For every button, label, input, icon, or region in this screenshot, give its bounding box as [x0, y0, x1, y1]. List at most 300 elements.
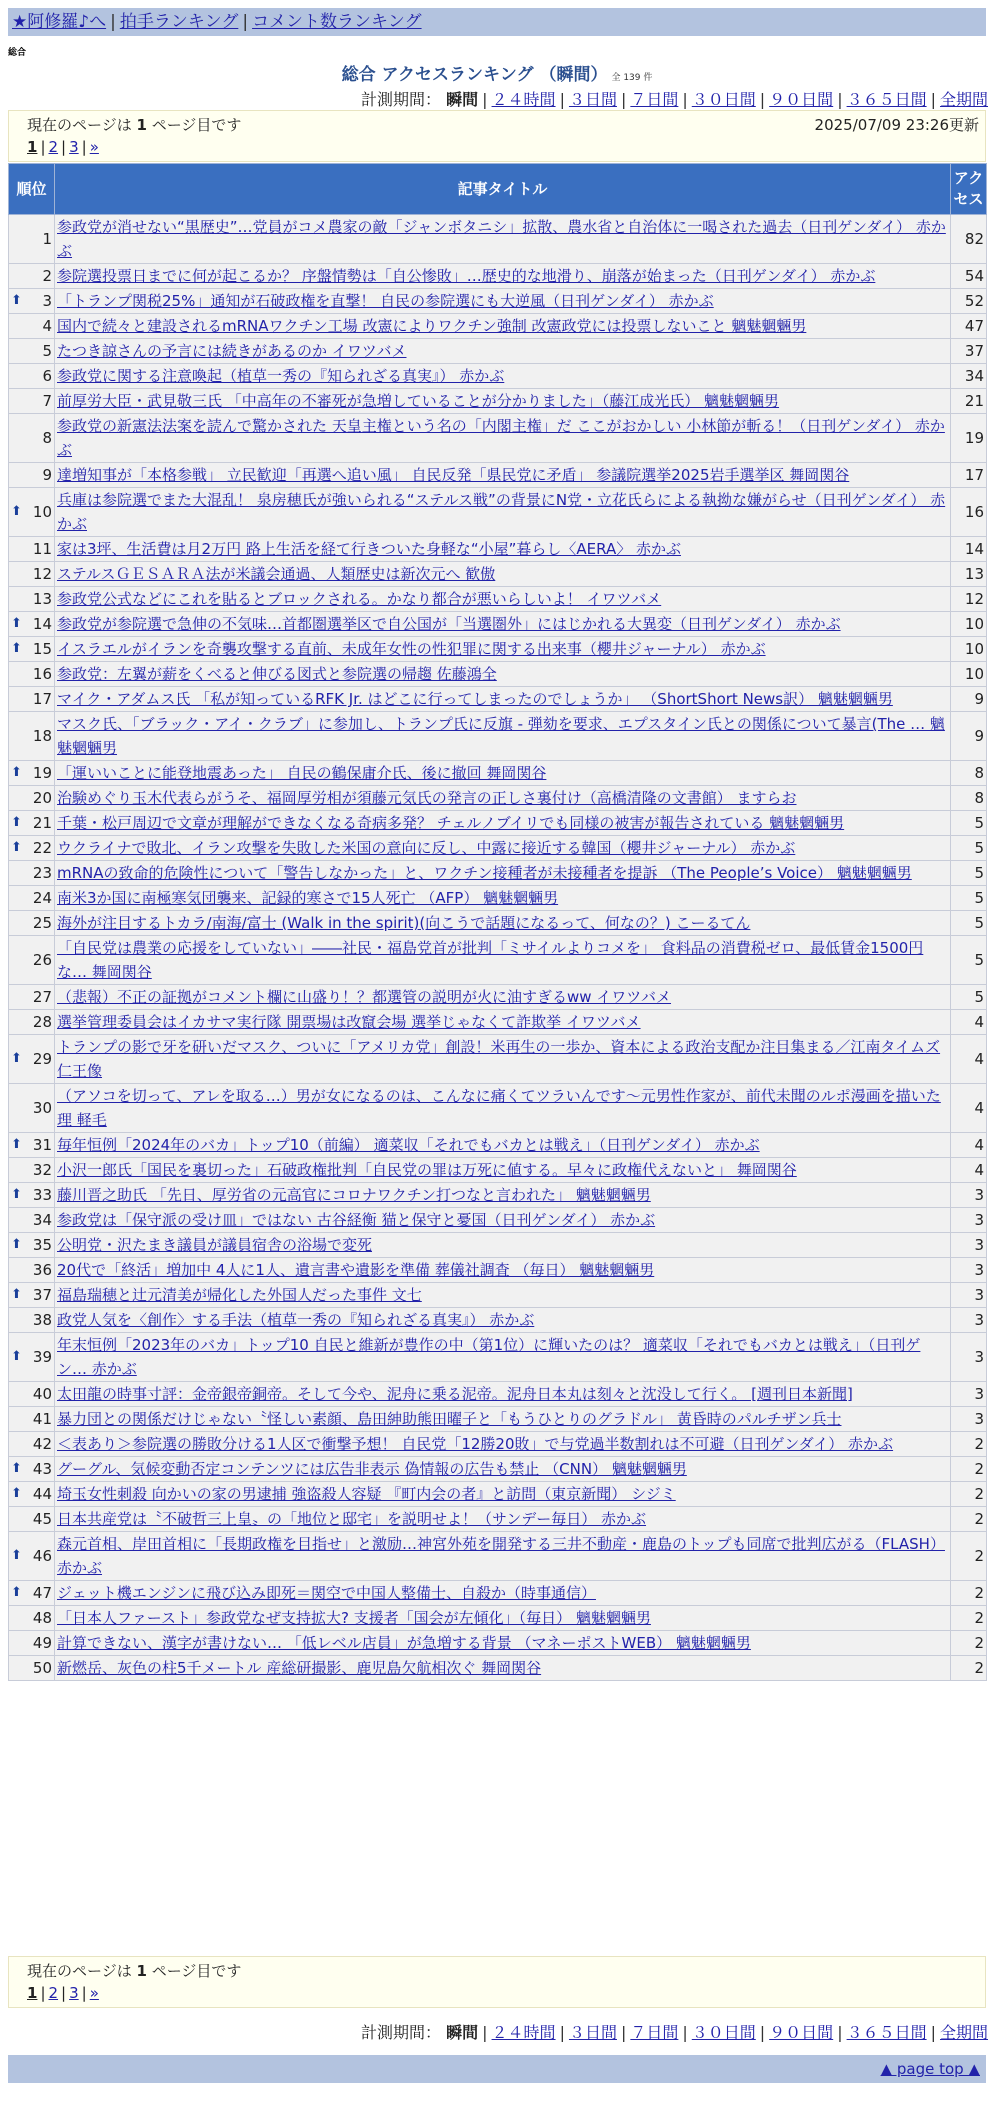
rank-cell [9, 712, 55, 761]
title-cell [55, 215, 951, 264]
rank-number: 14 [32, 615, 52, 633]
table-row [9, 215, 987, 264]
period-current: 瞬間 [446, 90, 479, 109]
title-cell [55, 1133, 951, 1158]
access-count: 3 [951, 1208, 987, 1233]
rank-cell [9, 786, 55, 811]
access-count: 2 [951, 1482, 987, 1507]
article-title-link[interactable]: 年末恒例「2023年のバカ」トップ10 自民と維新が豊作の中（第1位）に輝いたのは？ 適菜収「それでもバカとは戦え」（日刊ゲン… 赤かぶ [57, 1336, 921, 1378]
pagination-box-top [8, 110, 986, 162]
access-count: 13 [951, 562, 987, 587]
access-count: 4 [951, 1084, 987, 1133]
article-title-link[interactable]: 太田龍の時事寸評：金帝銀帝銅帝。そして今や、泥舟に乗る泥帝。泥舟日本丸は刻々と沈没して行く。 [週刊日本新聞] [57, 1385, 853, 1403]
rank-cell [9, 1581, 55, 1606]
title-cell [55, 1333, 951, 1382]
access-count: 19 [951, 414, 987, 463]
article-title-link[interactable]: 小沢一郎氏「国民を裏切った」石破政権批判「自民党の罪は万死に値する。早々に政権代えないと」 舞岡関谷 [57, 1161, 797, 1179]
rank-number: 9 [42, 466, 52, 484]
article-title-link[interactable]: 前厚労大臣・武見敬三氏 「中高年の不審死が急増していることが分かりました」（藤江成光氏） 魑魅魍魎男 [57, 392, 780, 410]
rank-number: 31 [32, 1136, 52, 1154]
table-row [9, 1233, 987, 1258]
rank-number: 10 [32, 503, 52, 521]
page-separator: | [61, 1984, 67, 2002]
title-cell [55, 1258, 951, 1283]
rank-cell [9, 1283, 55, 1308]
rank-cell [9, 537, 55, 562]
article-title-link[interactable]: 参政党は「保守派の受け皿」ではない 古谷経衡 猫と保守と憂国（日刊ゲンダイ） 赤かぶ [57, 1211, 656, 1229]
rank-number: 23 [32, 864, 52, 882]
access-count: 3 [951, 1233, 987, 1258]
rank-number: 29 [32, 1050, 52, 1068]
access-count: 10 [951, 637, 987, 662]
current-page-suffix: ページ目です [146, 116, 242, 134]
period-7d-link[interactable]: ７日間 [630, 2023, 679, 2042]
title-cell [55, 1606, 951, 1631]
rank-cell [9, 488, 55, 537]
title-cell [55, 761, 951, 786]
rank-up-arrow-icon: ⬆ [11, 293, 22, 308]
article-title-link[interactable]: ジェット機エンジンに飛び込み即死＝関空で中国人整備士、自殺か（時事通信） [57, 1584, 596, 1602]
rank-cell [9, 1183, 55, 1208]
rank-number: 7 [42, 392, 52, 410]
rank-number: 50 [32, 1659, 52, 1677]
page-title-block [0, 60, 994, 85]
top-nav-bar [8, 8, 986, 36]
title-cell [55, 1084, 951, 1133]
table-row [9, 712, 987, 761]
title-cell [55, 264, 951, 289]
access-count: 37 [951, 339, 987, 364]
page-2-link[interactable]: 2 [48, 138, 59, 156]
current-page-number: 1 [136, 1962, 147, 1980]
page-separator: | [40, 138, 46, 156]
table-row [9, 389, 987, 414]
rank-number: 12 [32, 565, 52, 583]
rank-number: 11 [32, 540, 52, 558]
article-title-link[interactable]: 福島瑞穂と辻元清美が帰化した外国人だった事件 文七 [57, 1286, 422, 1304]
title-cell [55, 911, 951, 936]
article-title-link[interactable]: 参政党公式などにこれを貼るとブロックされる。かなり都合が悪いらしいよ！ イワツバメ [57, 590, 662, 608]
rank-number: 24 [32, 889, 52, 907]
rank-cell [9, 637, 55, 662]
period-all-link[interactable]: 全期間 [939, 90, 988, 109]
page-1-current: 1 [27, 1984, 38, 2002]
article-title-link[interactable]: 参政党の新憲法法案を読んで驚かされた 天皇主権という名の「内閣主権」だ ここがおかしい 小林節が斬る！（日刊ゲンダイ） 赤かぶ [57, 417, 945, 459]
table-row [9, 1133, 987, 1158]
rank-number: 27 [32, 988, 52, 1006]
rank-number: 32 [32, 1161, 52, 1179]
table-row [9, 1581, 987, 1606]
access-count: 9 [951, 712, 987, 761]
article-title-link[interactable]: 国内で続々と建設されるmRNAワクチン工場 改憲によりワクチン強制 改憲政党には投票しないこと 魑魅魍魎男 [57, 317, 807, 335]
rank-number: 6 [42, 367, 52, 385]
article-title-link[interactable]: mRNAの致命的危険性について「警告しなかった」と、ワクチン接種者が未接種者を提訴 （The People’s Voice） 魑魅魍魎男 [57, 864, 912, 882]
period-current: 瞬間 [446, 2023, 479, 2042]
access-count: 82 [951, 215, 987, 264]
access-count: 5 [951, 911, 987, 936]
period-30d-link[interactable]: ３０日間 [691, 2023, 756, 2042]
rank-number: 43 [32, 1460, 52, 1478]
table-row [9, 587, 987, 612]
title-cell [55, 587, 951, 612]
rank-number: 37 [32, 1286, 52, 1304]
table-row [9, 1507, 987, 1532]
current-page-prefix: 現在のページは [27, 1962, 137, 1980]
period-label: 計測期間： [361, 90, 442, 109]
title-cell [55, 861, 951, 886]
article-title-link[interactable]: ＜表あり＞参院選の勝敗分ける1人区で衝撃予想！ 自民党「12勝20敗」で与党過半数割れは不可避（日刊ゲンダイ） 赤かぶ [57, 1435, 894, 1453]
article-title-link[interactable]: （アソコを切って、アレを取る…）男が女になるのは、こんなに痛くてツラいんです～元男性作家が、前代未聞のルポ漫画を描いた理 軽毛 [57, 1087, 941, 1129]
rank-up-arrow-icon: ⬆ [11, 1187, 22, 1202]
access-count: 8 [951, 786, 987, 811]
access-count: 2 [951, 1656, 987, 1681]
period-selector-top [361, 87, 988, 110]
period-all-link[interactable]: 全期間 [939, 2023, 988, 2042]
page-separator: | [61, 138, 67, 156]
table-row [9, 488, 987, 537]
table-row [9, 761, 987, 786]
page-title: 総合 アクセスランキング （瞬間） [341, 65, 608, 85]
access-count: 52 [951, 289, 987, 314]
article-title-link[interactable]: 「自民党は農業の応援をしていない」――社民・福島党首が批判「ミサイルよりコメを」 食料品の消費税ゼロ、最低賃金1500円な… 舞岡関谷 [57, 939, 924, 981]
article-title-link[interactable]: イスラエルがイランを奇襲攻撃する直前、未成年女性の性犯罪に関する出来事（櫻井ジャーナル） 赤かぶ [57, 640, 766, 658]
page-3-link[interactable]: 3 [69, 138, 79, 156]
rank-number: 15 [32, 640, 52, 658]
rank-up-arrow-icon: ⬆ [11, 1461, 22, 1476]
rank-number: 3 [42, 292, 52, 310]
period-separator: | [682, 90, 688, 109]
access-count: 4 [951, 1158, 987, 1183]
period-30d-link[interactable]: ３０日間 [691, 90, 756, 109]
period-3d-link[interactable]: ３日間 [568, 90, 617, 109]
table-row [9, 1656, 987, 1681]
rank-number: 8 [42, 429, 52, 447]
rank-up-arrow-icon: ⬆ [11, 815, 22, 830]
access-count: 2 [951, 1507, 987, 1532]
rank-number: 46 [32, 1547, 52, 1565]
current-page-prefix: 現在のページは [27, 116, 137, 134]
rank-number: 20 [32, 789, 52, 807]
rank-number: 39 [32, 1348, 52, 1366]
period-separator: | [482, 90, 488, 109]
table-header-row [9, 164, 987, 215]
rank-up-arrow-icon: ⬆ [11, 1137, 22, 1152]
nav-asyura-home-link[interactable]: ★阿修羅♪へ [12, 12, 107, 32]
table-row [9, 414, 987, 463]
article-title-link[interactable]: 参院選投票日までに何が起こるか？ 序盤情勢は「自公惨敗」…歴史的な地滑り、崩落が始まった（日刊ゲンダイ） 赤かぶ [57, 267, 876, 285]
access-count: 5 [951, 861, 987, 886]
table-row [9, 612, 987, 637]
table-row [9, 687, 987, 712]
article-title-link[interactable]: 治験めぐり玉木代表らがうそ、福岡厚労相が須藤元気氏の発言の正しさ裏付け（高橋清隆の文書館） ますらお [57, 789, 797, 807]
rank-number: 36 [32, 1261, 52, 1279]
period-90d-link[interactable]: ９０日間 [769, 90, 834, 109]
table-row [9, 1183, 987, 1208]
ranking-table-body [9, 215, 987, 1681]
article-title-link[interactable]: 兵庫は参院選でまた大混乱！ 泉房穂氏が強いられる“ステルス戦”の背景にN党・立花氏らによる執拗な嫌がらせ（日刊ゲンダイ） 赤かぶ [57, 491, 946, 533]
rank-up-arrow-icon: ⬆ [11, 1548, 22, 1563]
article-title-link[interactable]: 参政党が消せない“黒歴史”…党員がコメ農家の敵「ジャンボタニシ」拡散、農水省と自治体に一喝された過去（日刊ゲンダイ） 赤かぶ [57, 218, 946, 260]
next-page-link[interactable]: » [89, 138, 99, 156]
rank-cell [9, 662, 55, 687]
table-row [9, 936, 987, 985]
page-1-current: 1 [27, 138, 38, 156]
rank-up-arrow-icon: ⬆ [11, 504, 22, 519]
title-cell [55, 836, 951, 861]
article-title-link[interactable]: 「トランプ関税25%」通知が石破政権を直撃！ 自民の参院選にも大逆風（日刊ゲンダイ） 赤かぶ [57, 292, 714, 310]
title-header: 記事タイトル [55, 164, 951, 215]
rank-up-arrow-icon: ⬆ [11, 1585, 22, 1600]
access-count: 2 [951, 1631, 987, 1656]
rank-number: 17 [32, 690, 52, 708]
period-365d-link[interactable]: ３６５日間 [846, 90, 927, 109]
rank-up-arrow-icon: ⬆ [11, 616, 22, 631]
article-title-link[interactable]: 参政党に関する注意喚起（植草一秀の『知られざる真実』） 赤かぶ [57, 367, 505, 385]
article-title-link[interactable]: ウクライナで敗北、イラン攻撃を失敗した米国の意向に反し、中露に接近する韓国（櫻井ジャーナル） 赤かぶ [57, 839, 796, 857]
rank-number: 2 [42, 267, 52, 285]
current-page-suffix: ページ目です [146, 1962, 242, 1980]
rank-cell [9, 612, 55, 637]
title-cell [55, 1656, 951, 1681]
period-separator: | [759, 2023, 766, 2042]
article-title-link[interactable]: 日本共産党は〝不破哲三上皇〟の「地位と邸宅」を説明せよ！（サンデー毎日） 赤かぶ [57, 1510, 647, 1528]
article-title-link[interactable]: 海外が注目するトカラ/南海/富士 (Walk in the spirit)(向こうで話題になるって、何なの？) こーるてん [57, 914, 751, 932]
rank-up-arrow-icon: ⬆ [11, 1349, 22, 1364]
title-cell [55, 389, 951, 414]
pagination-box-bottom [8, 1956, 986, 2008]
period-separator: | [620, 2023, 627, 2042]
table-row [9, 1258, 987, 1283]
title-cell [55, 1507, 951, 1532]
access-count: 14 [951, 537, 987, 562]
period-24h-link[interactable]: ２４時間 [491, 90, 556, 109]
access-header: アクセス [951, 164, 987, 215]
rank-number: 42 [32, 1435, 52, 1453]
article-title-link[interactable]: トランプの影で牙を研いだマスク、ついに「アメリカ党」創設！米再生の一歩か、資本による政治支配か注目集まる／江南タイムズ 仁王像 [57, 1038, 941, 1080]
period-separator: | [837, 90, 843, 109]
access-count: 4 [951, 1010, 987, 1035]
period-separator: | [482, 2023, 488, 2042]
table-row [9, 1457, 987, 1482]
title-cell [55, 1233, 951, 1258]
title-cell [55, 289, 951, 314]
bottom-bar [8, 2055, 986, 2083]
rank-cell [9, 861, 55, 886]
table-row [9, 985, 987, 1010]
article-title-link[interactable]: 「日本人ファースト」参政党なぜ支持拡大? 支援者「国会が左傾化」（毎日） 魑魅魍魎男 [57, 1609, 651, 1627]
current-page-text [27, 114, 241, 135]
rank-cell [9, 1308, 55, 1333]
rank-cell [9, 1382, 55, 1407]
title-cell [55, 1010, 951, 1035]
rank-number: 26 [32, 951, 52, 969]
rank-up-arrow-icon: ⬆ [11, 1051, 22, 1066]
article-title-link[interactable]: 暴力団との関係だけじゃない〝怪しい素顔、島田紳助熊田曜子と「もうひとりのグラドル」 黄昏時のパルチザン兵士 [57, 1410, 842, 1428]
title-cell [55, 985, 951, 1010]
access-count: 4 [951, 1035, 987, 1084]
rank-cell [9, 562, 55, 587]
access-count: 10 [951, 612, 987, 637]
table-row [9, 1482, 987, 1507]
nav-comment-ranking-link[interactable]: コメント数ランキング [252, 12, 422, 32]
title-cell [55, 712, 951, 761]
access-count: 17 [951, 463, 987, 488]
rank-header: 順位 [9, 164, 55, 215]
table-row [9, 1407, 987, 1432]
article-title-link[interactable]: 政党人気を〈創作〉する手法（植草一秀の『知られざる真実』） 赤かぶ [57, 1311, 535, 1329]
title-cell [55, 1432, 951, 1457]
rank-cell [9, 289, 55, 314]
period-separator: | [930, 2023, 936, 2042]
access-count: 5 [951, 985, 987, 1010]
period-separator: | [559, 2023, 565, 2042]
period-label: 計測期間： [361, 2023, 442, 2042]
article-title-link[interactable]: たつき諒さんの予言には続きがあるのか イワツバメ [57, 342, 407, 360]
article-title-link[interactable]: 計算できない、漢字が書けない… 「低レベル店員」が急増する背景 （マネーポストWEB） 魑魅魍魎男 [57, 1634, 751, 1652]
access-count: 10 [951, 662, 987, 687]
rank-cell [9, 1158, 55, 1183]
rank-cell [9, 811, 55, 836]
rank-cell [9, 339, 55, 364]
period-3d-link[interactable]: ３日間 [568, 2023, 617, 2042]
title-cell [55, 786, 951, 811]
page-3-link[interactable]: 3 [69, 1984, 79, 2002]
page-links [27, 1984, 99, 2002]
article-title-link[interactable]: 公明党・沢たまき議員が議員宿舎の浴場で変死 [57, 1236, 373, 1254]
rank-up-arrow-icon: ⬆ [11, 1237, 22, 1252]
article-title-link[interactable]: 埼玉女性刺殺 向かいの家の男逮捕 強盗殺人容疑 『町内会の者』と訪問（東京新聞） シジミ [57, 1485, 676, 1503]
access-count: 3 [951, 1283, 987, 1308]
rank-number: 47 [32, 1584, 52, 1602]
nav-separator: | [110, 12, 116, 32]
rank-cell [9, 215, 55, 264]
rank-cell [9, 1084, 55, 1133]
article-title-link[interactable]: マスク氏、「ブラック・アイ・クラブ」に参加し、トランプ氏に反旗 - 弾劾を要求、エプスタイン氏との関係について暴言(The … 魑魅魍魎男 [57, 715, 945, 757]
rank-number: 5 [42, 342, 52, 360]
rank-cell [9, 687, 55, 712]
access-count: 12 [951, 587, 987, 612]
rank-up-arrow-icon: ⬆ [11, 765, 22, 780]
rank-number: 19 [32, 764, 52, 782]
rank-up-arrow-icon: ⬆ [11, 1287, 22, 1302]
period-7d-link[interactable]: ７日間 [630, 90, 679, 109]
access-count: 3 [951, 1407, 987, 1432]
access-count: 3 [951, 1258, 987, 1283]
title-cell [55, 1183, 951, 1208]
title-cell [55, 1631, 951, 1656]
article-title-link[interactable]: 南米3か国に南極寒気団襲来、記録的寒さで15人死亡 （AFP） 魑魅魍魎男 [57, 889, 559, 907]
access-count: 34 [951, 364, 987, 389]
period-separator: | [620, 90, 627, 109]
title-cell [55, 1532, 951, 1581]
title-cell [55, 414, 951, 463]
article-title-link[interactable]: 参政党が参院選で急伸の不気味…首都圏選挙区で自公国が「当選圏外」にはじかれる大異変（日刊ゲンダイ） 赤かぶ [57, 615, 841, 633]
title-cell [55, 662, 951, 687]
rank-cell [9, 1233, 55, 1258]
access-count: 5 [951, 836, 987, 861]
ranking-table [8, 163, 987, 1681]
rank-up-arrow-icon: ⬆ [11, 840, 22, 855]
table-row [9, 289, 987, 314]
title-cell [55, 1208, 951, 1233]
period-365d-link[interactable]: ３６５日間 [846, 2023, 927, 2042]
title-cell [55, 1382, 951, 1407]
access-count: 3 [951, 1183, 987, 1208]
access-count: 21 [951, 389, 987, 414]
page-top-link[interactable]: ▲ page top ▲ [880, 2060, 980, 2078]
rank-cell [9, 1482, 55, 1507]
page-2-link[interactable]: 2 [48, 1984, 59, 2002]
period-24h-link[interactable]: ２４時間 [491, 2023, 556, 2042]
table-row [9, 886, 987, 911]
period-90d-link[interactable]: ９０日間 [769, 2023, 834, 2042]
title-cell [55, 1407, 951, 1432]
table-row [9, 1308, 987, 1333]
rank-up-arrow-icon: ⬆ [11, 1486, 22, 1501]
access-count: 8 [951, 761, 987, 786]
article-title-link[interactable]: 森元首相、岸田首相に「長期政権を目指せ」と激励…神宮外苑を開発する三井不動産・鹿島のトップも同席で批判広がる（FLASH） 赤かぶ [57, 1535, 945, 1577]
article-title-link[interactable]: マイク・アダムス氏 「私が知っているRFK Jr. はどこに行ってしまったのでしょうか」 （ShortShort News訳） 魑魅魍魎男 [57, 690, 893, 708]
access-count: 2 [951, 1532, 987, 1581]
nav-applause-ranking-link[interactable]: 拍手ランキング [119, 12, 239, 32]
rank-number: 33 [32, 1186, 52, 1204]
table-row [9, 662, 987, 687]
article-title-link[interactable]: （悲報）不正の証拠がコメント欄に山盛り！？都選管の説明が火に油すぎるww イワツバメ [57, 988, 672, 1006]
next-page-link[interactable]: » [89, 1984, 99, 2002]
rank-cell [9, 836, 55, 861]
rank-cell [9, 389, 55, 414]
title-cell [55, 339, 951, 364]
article-title-link[interactable]: 毎年恒例「2024年のバカ」トップ10（前編） 適菜収「それでもバカとは戦え」（日刊ゲンダイ） 赤かぶ [57, 1136, 760, 1154]
article-title-link[interactable]: 20代で「終活」増加中 4人に1人、遺言書や遺影を準備 葬儀社調査 （毎日） 魑魅魍魎男 [57, 1261, 655, 1279]
rank-number: 1 [42, 230, 52, 248]
article-title-link[interactable]: 参政党：左翼が薪をくべると伸びる図式と参院選の帰趨 佐藤鴻全 [57, 665, 497, 683]
article-title-link[interactable]: 千葉・松戸周辺で文章が理解ができなくなる奇病多発？ チェルノブイリでも同様の被害が報告されている 魑魅魍魎男 [57, 814, 845, 832]
section-label: 総合 [8, 48, 27, 58]
article-title-link[interactable]: 藤川晋之助氏 「先日、厚労省の元高官にコロナワクチン打つなと言われた」 魑魅魍魎男 [57, 1186, 651, 1204]
access-count: 4 [951, 1133, 987, 1158]
rank-number: 22 [32, 839, 52, 857]
access-count: 2 [951, 1606, 987, 1631]
article-title-link[interactable]: 達増知事が「本格参戦」 立民歓迎「再選へ追い風」 自民反発「県民党に矛盾」 参議院選挙2025岩手選挙区 舞岡関谷 [57, 466, 850, 484]
table-row [9, 861, 987, 886]
period-selector-bottom [361, 2020, 988, 2043]
rank-cell [9, 1010, 55, 1035]
rank-cell [9, 936, 55, 985]
table-row [9, 811, 987, 836]
access-count: 3 [951, 1308, 987, 1333]
article-title-link[interactable]: 新燃岳、灰色の柱5千メートル 産総研撮影、鹿児島欠航相次ぐ 舞岡関谷 [57, 1659, 542, 1677]
article-title-link[interactable]: 「運いいことに能登地震あった」 自民の鶴保庸介氏、後に撤回 舞岡関谷 [57, 764, 547, 782]
title-cell [55, 612, 951, 637]
nav-separator: | [242, 12, 249, 32]
title-cell [55, 1308, 951, 1333]
access-count: 5 [951, 811, 987, 836]
rank-cell [9, 314, 55, 339]
article-title-link[interactable]: グーグル、気候変動否定コンテンツには広告非表示 偽情報の広告も禁止 （CNN） 魑魅魍魎男 [57, 1460, 687, 1478]
period-separator: | [682, 2023, 688, 2042]
article-title-link[interactable]: 選挙管理委員会はイカサマ実行隊 開票場は改竄会場 選挙じゃなくて詐欺挙 イワツバメ [57, 1013, 641, 1031]
access-count: 3 [951, 1333, 987, 1382]
rank-number: 28 [32, 1013, 52, 1031]
table-row [9, 1432, 987, 1457]
rank-number: 41 [32, 1410, 52, 1428]
article-title-link[interactable]: ステルスＧＥＳＡＲＡ法が米議会通過、人類歴史は新次元へ 歓傲 [57, 565, 496, 583]
access-count: 54 [951, 264, 987, 289]
rank-cell [9, 1333, 55, 1382]
article-title-link[interactable]: 家は3坪、生活費は月2万円 路上生活を経て行きついた身軽な“小屋”暮らし〈AERA〉 赤かぶ [57, 540, 681, 558]
period-separator: | [559, 90, 565, 109]
